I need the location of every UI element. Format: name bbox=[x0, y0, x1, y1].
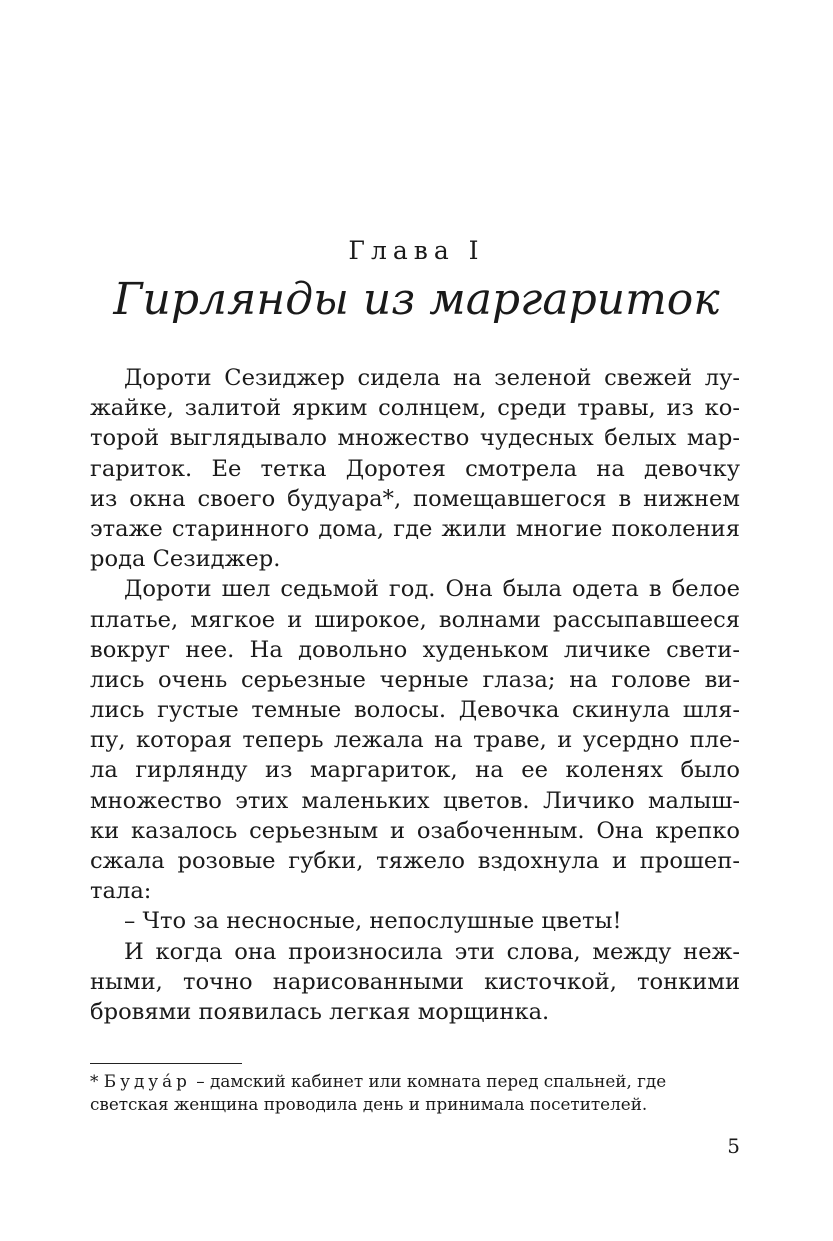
text-line: сжала розовые губки, тяжело вздохнула и прошеп- bbox=[90, 848, 740, 874]
text-line: лись густые темные волосы. Девочка скинула шля- bbox=[90, 697, 740, 724]
text-line: жайке, залитой ярким солнцем, среди травы, из ко- bbox=[90, 395, 740, 422]
footnote-line: светская женщина проводила день и принимала посетителей. bbox=[90, 1094, 648, 1114]
text-line: гариток. Ее тетка Доротея смотрела на девочку bbox=[90, 455, 740, 482]
text-line: пу, которая теперь лежала на траве, и усердно пле- bbox=[90, 727, 740, 754]
text-line: ными, точно нарисованными кисточкой, тонкими bbox=[90, 968, 740, 995]
chapter-title: Гирлянды из маргариток bbox=[113, 274, 720, 325]
text-line: ки казалось серьезным и озабоченным. Она крепко bbox=[90, 817, 740, 844]
text-line: тала: bbox=[90, 878, 152, 905]
footnote-term: Будуа́р bbox=[103, 1071, 191, 1091]
footnote-marker: * bbox=[90, 1071, 99, 1091]
text-line: бровями появилась легкая морщинка. bbox=[90, 998, 550, 1025]
dialogue-line: – Что за несносные, непослушные цветы! bbox=[124, 908, 622, 935]
footnote bbox=[90, 1070, 740, 1116]
text-line: платье, мягкое и широкое, волнами рассыпавшееся bbox=[90, 606, 740, 633]
text-line: лись очень серьезные черные глаза; на голове ви- bbox=[90, 666, 740, 693]
page-number: 5 bbox=[727, 1134, 740, 1158]
text-line: этаже старинного дома, где жили многие поколения bbox=[90, 515, 740, 542]
text-line: И когда она произносила эти слова, между неж- bbox=[124, 938, 740, 965]
text-line: Дороти шел седьмой год. Она была одета в белое bbox=[124, 576, 740, 603]
text-line: множество этих маленьких цветов. Личико малыш- bbox=[90, 787, 740, 814]
text-line: вокруг нее. На довольно худеньком личике свети- bbox=[90, 636, 740, 663]
text-line: из окна своего будуара*, помещавшегося в нижнем bbox=[90, 485, 740, 512]
text-line: торой выглядывало множество чудесных белых мар- bbox=[90, 425, 740, 452]
text-line: ла гирлянду из маргариток, на ее коленях было bbox=[90, 757, 740, 784]
footnote-divider bbox=[90, 1063, 242, 1064]
footnote-line bbox=[90, 1070, 740, 1093]
footnote-dash: – bbox=[196, 1071, 205, 1091]
main-text bbox=[90, 363, 740, 1027]
text-line: рода Сезиджер. bbox=[90, 546, 281, 573]
footnote-definition: дамский кабинет или комната перед спальней, где bbox=[209, 1071, 667, 1091]
chapter-label: Глава I bbox=[348, 236, 485, 265]
text-line: Дороти Сезиджер сидела на зеленой свежей лу- bbox=[124, 365, 740, 391]
